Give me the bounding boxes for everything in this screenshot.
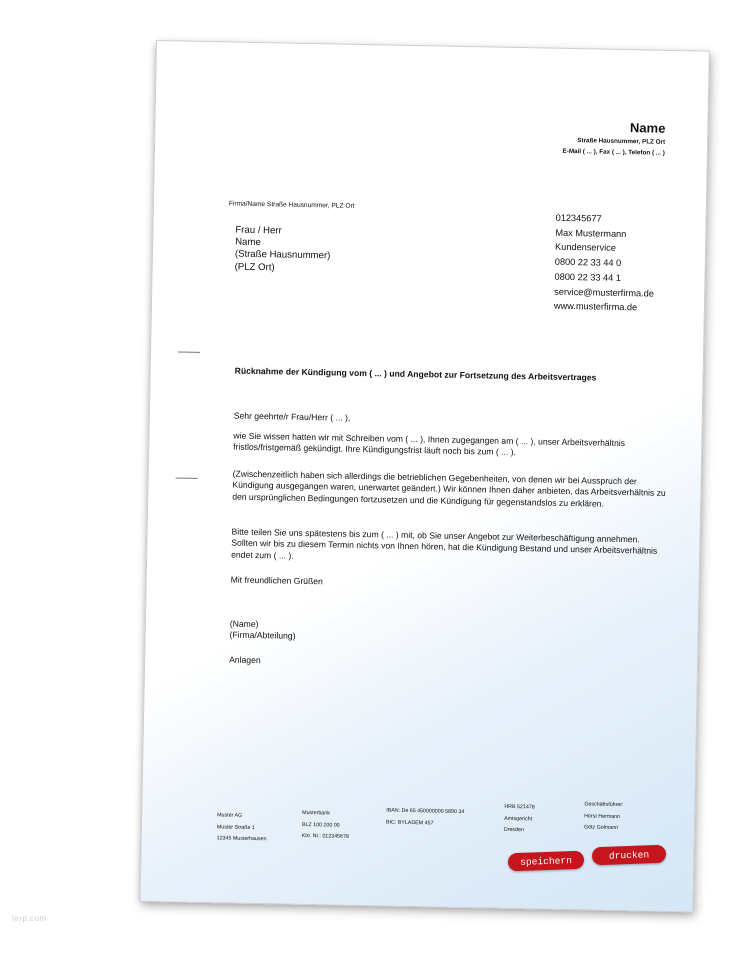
- footer-line: Geschäftsführer:: [584, 801, 624, 809]
- contact-block: [554, 211, 656, 316]
- recipient-line: Name: [235, 236, 261, 249]
- letter-document: [139, 40, 709, 912]
- sender-name: Name: [629, 120, 666, 136]
- signature-block: [229, 619, 665, 650]
- footer-line: Kto. Nr.: 012345678: [301, 832, 349, 840]
- footer-line: Götz Golmann: [583, 824, 619, 832]
- footer-line: Muster Straße 1: [216, 823, 255, 831]
- contact-department: Kundenservice: [555, 242, 616, 254]
- body-paragraph: (Zwischenzeitlich haben sich allerdings die betrieblichen Gegebenheiten, von denen wir bei Ausspruch der Kündigung ausgegangen waren, unerwartet geändert.) Wir können Ihnen daher anbieten, das Arbeitsverhältnis zu den ursprünglichen Bedingungen fortzusetzen und die Kündigung für gegenstandslos zu erklären.: [232, 468, 666, 509]
- attachments: Anlagen: [229, 654, 261, 666]
- footer-line: Horst Hermann: [584, 812, 621, 820]
- letter-subject: Rücknahme der Kündigung vom ( ... ) und Angebot zur Fortsetzung des Arbeitsvertrages: [234, 365, 597, 383]
- save-button[interactable]: speichern: [508, 851, 585, 872]
- recipient-line: (PLZ Ort): [234, 261, 275, 273]
- footer-line: HRB 521478: [504, 803, 535, 811]
- footer-line: Muster AG: [217, 812, 243, 819]
- footer-management: [584, 799, 624, 834]
- return-address: Firma/Name Straße Hausnummer, PLZ Ort: [228, 200, 355, 210]
- recipient-line: (Straße Hausnummer): [234, 248, 331, 262]
- body-paragraph: wie Sie wissen hatten wir mit Schreiben vom ( ... ), Ihnen zugegangen am ( ... ), unser Arbeitsverhältnis fristlos/fristgemäß gekündigt. Ihre Kündigungsfrist läuft noch bis zum ( ... ).: [233, 430, 626, 458]
- footer-bank: [302, 808, 350, 843]
- footer-iban: [386, 806, 464, 830]
- footer-line: Musterbank: [302, 809, 330, 817]
- contact-website: www.musterfirma.de: [553, 300, 638, 313]
- footer-line: BLZ 100 200 00: [301, 821, 340, 829]
- print-button[interactable]: drucken: [592, 845, 667, 866]
- signature-department: (Firma/Abteilung): [229, 629, 296, 642]
- fold-mark: [176, 477, 198, 478]
- recipient-line: Frau / Herr: [235, 224, 282, 237]
- contact-email: service@musterfirma.de: [554, 286, 655, 299]
- contact-fax: 0800 22 33 44 1: [554, 271, 622, 283]
- recipient-block: [235, 225, 331, 276]
- footer-company: [217, 810, 267, 845]
- sender-address: Straße Hausnummer, PLZ Ort: [577, 137, 666, 146]
- contact-person: Max Mustermann: [555, 227, 627, 239]
- signature-name: (Name): [229, 618, 259, 630]
- sender-contact: E-Mail ( ... ), Fax ( ... ), Telefon ( ... ): [562, 147, 665, 157]
- salutation: Sehr geehrte/r Frau/Herr ( ... ),: [233, 410, 351, 423]
- footer-register: [504, 802, 535, 837]
- contact-phone: 0800 22 33 44 0: [554, 256, 622, 269]
- watermark-logo: lerp.com: [12, 914, 47, 923]
- footer-line: BIC: BYLADEM 457: [385, 819, 434, 826]
- reference-number: 012345677: [555, 212, 602, 224]
- footer-line: Dresden: [503, 826, 524, 834]
- fold-mark: [178, 351, 200, 352]
- closing: Mit freundlichen Grüßen: [230, 574, 323, 587]
- footer-line: 12345 Musterhausen: [216, 835, 267, 843]
- footer-line: IBAN: De 65 450000000 5890 34: [386, 807, 465, 816]
- footer-line: Amtsgericht: [504, 815, 533, 822]
- body-paragraph: Bitte teilen Sie uns spätestens bis zum ( ... ) mit, ob Sie unser Angebot zur Weiterbeschäftigung annehmen. Sollten wir bis zu diesem Termin nichts von Ihnen hören, hat die Kündigung Bestand und unser Arbeitsverhältnis endet zum ( ... ).: [231, 526, 658, 561]
